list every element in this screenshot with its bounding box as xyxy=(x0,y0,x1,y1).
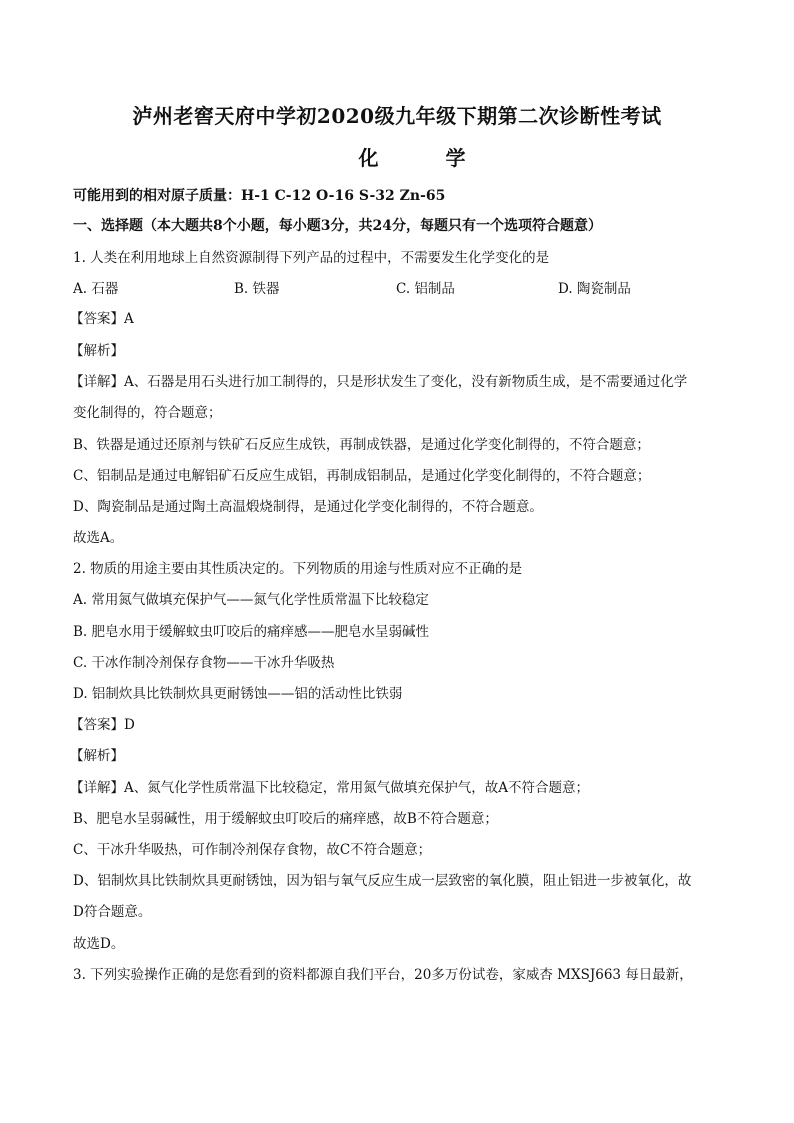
q1-choose: 故选A。 xyxy=(73,530,124,546)
q2-stem: 2. 物质的用途主要由其性质决定的。下列物质的用途与性质对应不正确的是 xyxy=(73,561,523,577)
q1-option-c: C. 铝制品 xyxy=(396,281,455,297)
q2-detail-d-line2: D符合题意。 xyxy=(73,904,152,920)
q2-detail-a: 【详解】A、氮气化学性质常温下比较稳定，常用氮气做填充保护气，故A不符合题意； xyxy=(70,780,589,796)
q1-option-b: B. 铁器 xyxy=(234,281,280,297)
q1-analysis-label: 【解析】 xyxy=(70,343,124,359)
q1-detail-b: B、铁器是通过还原剂与铁矿石反应生成铁，再制成铁器，是通过化学变化制得的，不符合题意； xyxy=(73,437,650,453)
subject-title: 化 学 xyxy=(358,146,496,170)
q2-detail-d-line1: D、铝制炊具比铁制炊具更耐锈蚀，因为铝与氧气反应生成一层致密的氧化膜，阻止铝进一步被氧化，故 xyxy=(73,873,692,889)
q2-detail-b: B、肥皂水呈弱碱性，用于缓解蚊虫叮咬后的痛痒感，故B不符合题意； xyxy=(73,811,498,827)
page-title: 泸州老窖天府中学初2020级九年级下期第二次诊断性考试 xyxy=(132,104,662,128)
q2-option-a: A. 常用氮气做填充保护气——氮气化学性质常温下比较稳定 xyxy=(73,592,429,608)
q1-answer: 【答案】A xyxy=(70,311,134,327)
q2-option-b: B. 肥皂水用于缓解蚊虫叮咬后的痛痒感——肥皂水呈弱碱性 xyxy=(73,624,430,640)
q2-choose: 故选D。 xyxy=(73,936,125,952)
q2-analysis-label: 【解析】 xyxy=(70,748,124,764)
q1-option-d: D. 陶瓷制品 xyxy=(558,281,631,297)
q2-option-c: C. 干冰作制冷剂保存食物——干冰升华吸热 xyxy=(73,655,335,671)
atomic-masses: 可能用到的相对原子质量：H-1 C-12 O-16 S-32 Zn-65 xyxy=(73,188,446,204)
q1-detail-line1: 【详解】A、石器是用石头进行加工制得的，只是形状发生了变化，没有新物质生成，是不需要通过化学 xyxy=(70,374,688,390)
q1-detail-line2: 变化制得的，符合题意； xyxy=(73,405,222,421)
q1-detail-c: C、铝制品是通过电解铝矿石反应生成铝，再制成铝制品，是通过化学变化制得的，不符合题意； xyxy=(73,468,651,484)
q2-option-d: D. 铝制炊具比铁制炊具更耐锈蚀——铝的活动性比铁弱 xyxy=(73,686,403,702)
q2-detail-c: C、干冰升华吸热，可作制冷剂保存食物，故C不符合题意； xyxy=(73,842,432,858)
section-heading: 一、选择题（本大题共8个小题，每小题3分，共24分，每题只有一个选项符合题意） xyxy=(73,218,602,234)
q1-detail-d: D、陶瓷制品是通过陶土高温煅烧制得，是通过化学变化制得的，不符合题意。 xyxy=(73,499,543,515)
q2-answer: 【答案】D xyxy=(70,717,135,733)
q3-stem: 3. 下列实验操作正确的是您看到的资料都源自我们平台，20多万份试卷，家威杏 MXSJ663 每日最新， xyxy=(73,967,693,983)
q1-stem: 1. 人类在利用地球上自然资源制得下列产品的过程中，不需要发生化学变化的是 xyxy=(73,250,550,266)
q1-option-a: A. 石器 xyxy=(73,281,119,297)
